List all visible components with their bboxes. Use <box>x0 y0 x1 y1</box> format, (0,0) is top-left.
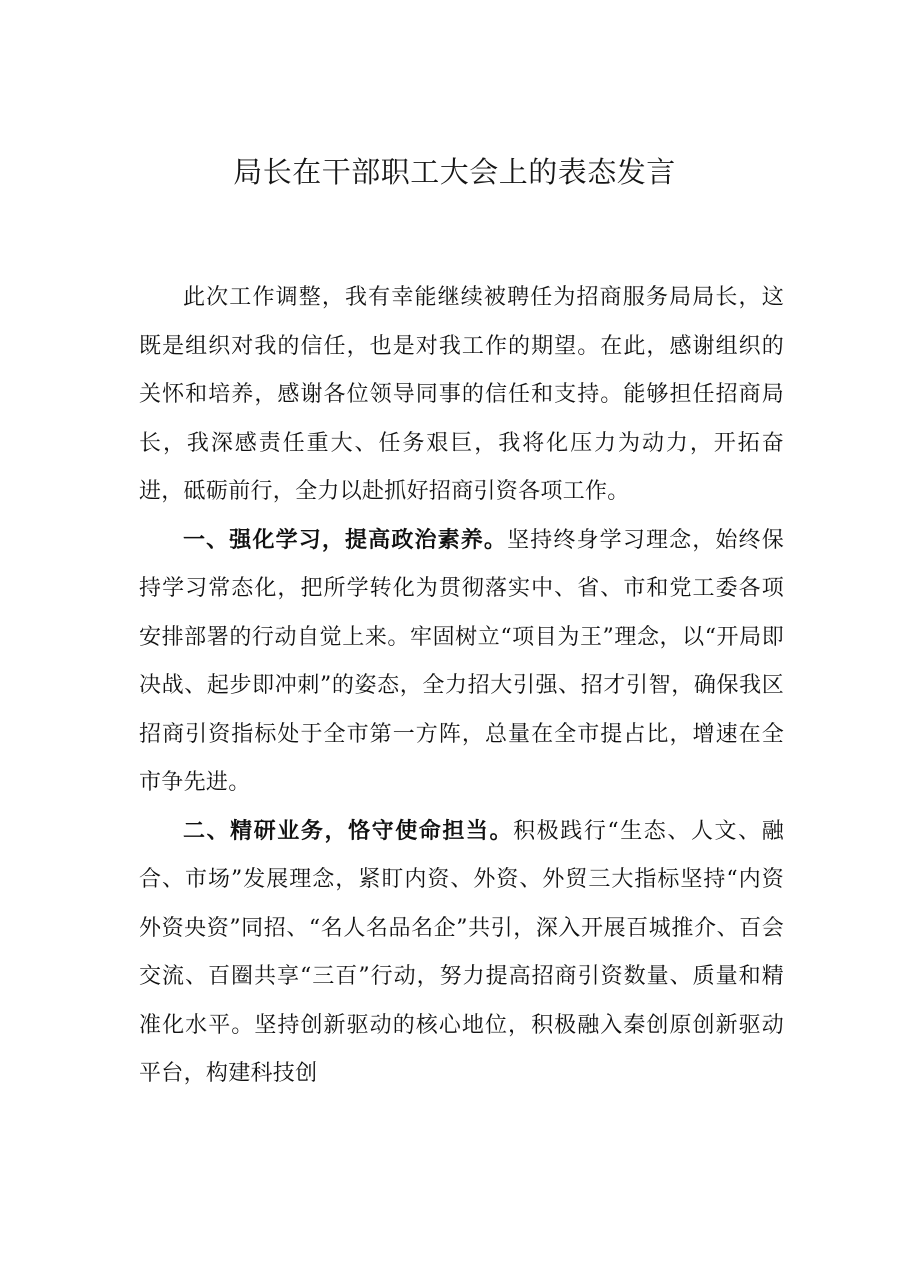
paragraph-section-2 <box>139 808 784 1099</box>
section-heading: 二、精研业务，恪守使命担当。 <box>183 818 514 844</box>
document-title: 局长在干部职工大会上的表态发言 <box>233 155 676 189</box>
paragraph-text: 此次工作调整，我有幸能继续被聘任为招商服务局局长，这既是组织对我的信任，也是对我工作的期望。在此，感谢组织的关怀和培养，感谢各位领导同事的信任和支持。能够担任招商局长，我深感责任重大、任务艰巨，我将化压力为动力，开拓奋进，砥砺前行，全力以赴抓好招商引资各项工作。 <box>139 285 784 504</box>
document-body <box>139 274 784 1099</box>
paragraph-text: 坚持终身学习理念，始终保持学习常态化，把所学转化为贯彻落实中、省、市和党工委各项安排部署的行动自觉上来。牢固树立“项目为王”理念，以“开局即决战、起步即冲刺”的姿态，全力招大引强、招才引智，确保我区招商引资指标处于全市第一方阵，总量在全市提占比，增速在全市争先进。 <box>139 527 785 795</box>
paragraph-text: 积极践行“生态、人文、融合、市场”发展理念，紧盯内资、外资、外贸三大指标坚持“内资外资央资”同招、“名人名品名企”共引，深入开展百城推介、百会交流、百圈共享“三百”行动，努力提高招商引资数量、质量和精准化水平。坚持创新驱动的核心地位，积极融入秦创原创新驱动平台，构建科技创 <box>139 818 784 1086</box>
paragraph-section-1 <box>139 517 784 808</box>
paragraph-intro <box>139 274 784 517</box>
section-heading: 一、强化学习，提高政治素养。 <box>183 527 508 553</box>
